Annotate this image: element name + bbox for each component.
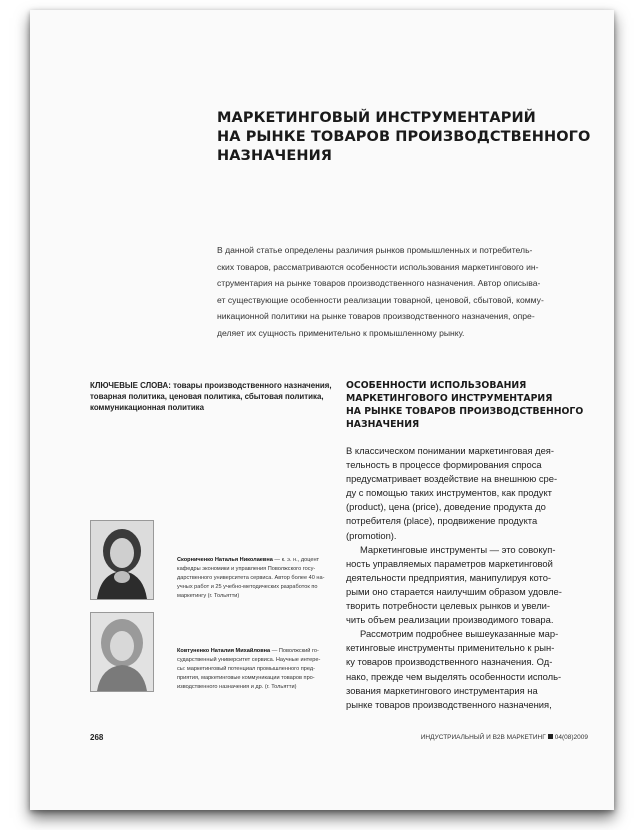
body-line: предусматривает воздействие на внешнюю сре- [346,473,558,485]
journal-footer [421,734,588,741]
body-line: Рассмотрим подробнее вышеуказанные мар- [360,628,559,640]
author-name: Ковтуненко Наталия Михайловна [177,648,271,654]
author-photo [90,612,154,692]
bio-line: — Поволжский го- [271,648,319,654]
author-photo [90,520,154,600]
abstract-line: ских товаров, рассматриваются особенности использования маркетингового ин- [217,261,539,272]
body-line: ность управляемых параметров маркетинговой [346,557,553,569]
keywords-line: товарная политика, ценовая политика, сбытовая политика, [90,392,324,401]
section-heading-line: ОСОБЕННОСТИ ИСПОЛЬЗОВАНИЯ [346,380,527,391]
square-separator-icon [548,734,553,739]
body-line: В классическом понимании маркетинговая дея- [346,445,555,456]
article-title-text [217,109,597,166]
page-number: 268 [90,733,104,742]
bio-line: сударственный университет сервиса. Научные интере- [177,657,321,663]
body-line: потребителя (place), продвижение продукта [346,515,538,527]
bio-line: дарственного университета сервиса. Автор более 40 на- [177,575,325,581]
title-line: НАЗНАЧЕНИЯ [217,148,333,164]
abstract-line: никационной политики на рынке товаров производственного назначения, опре- [217,311,535,322]
author-portrait-icon [91,613,153,691]
body-line: рыми оно старается наилучшим образом удовле- [346,585,562,597]
section-heading [346,379,606,431]
bio-line: кафедры экономики и управления Поволжского госу- [177,566,316,572]
journal-name: ИНДУСТРИАЛЬНЫЙ И B2B МАРКЕТИНГ [420,734,546,741]
author-bio [177,556,357,601]
body-line: (promotion). [346,529,397,541]
bio-line: сы: маркетинговый потенциал промышленного пред- [177,666,315,672]
body-line: деятельности предприятия, манипулируя кото- [346,571,552,583]
title-line: НА РЫНКЕ ТОВАРОВ ПРОИЗВОДСТВЕННОГО [217,129,591,145]
bio-line: — к. э. н., доцент [274,557,320,563]
body-line: творить потребности целевых рынков и увели- [346,600,551,612]
body-line: нако, прежде чем выделять особенности исполь- [346,670,562,682]
body-line: ку товаров производственного назначения. Од- [346,656,553,668]
journal-issue: 04(08)2009 [554,734,588,741]
body-line: рынке товаров производственного назначения, [346,698,552,710]
abstract-line: ет существующие особенности реализации товарной, ценовой, сбытовой, комму- [217,294,544,305]
body-line: (product), цена (price), доведение продукта до [346,501,546,513]
body-line: тельность в процессе формирования спроса [346,459,542,471]
body-line: зования маркетингового инструментария на [346,684,538,696]
section-heading-line: МАРКЕТИНГОВОГО ИНСТРУМЕНТАРИЯ [346,393,553,404]
abstract-line: В данной статье определены различия рынков промышленных и потребитель- [217,245,533,255]
body-line: ду с помощью таких инструментов, как продукт [346,487,552,499]
bio-line: маркетингу (г. Тольятти) [177,593,240,599]
section-heading-line: НА РЫНКЕ ТОВАРОВ ПРОИЗВОДСТВЕННОГО [346,406,584,417]
author-name: Скорниченко Наталья Николаевна [177,557,273,563]
title-line: МАРКЕТИНГОВЫЙ ИНСТРУМЕНТАРИЙ [217,110,536,126]
body-text [346,444,611,712]
keywords [90,380,350,413]
bio-line: учных работ и 25 учебно-методических разработок по [177,584,318,590]
abstract [217,242,597,342]
body-line: чить объем реализации производимого товара. [346,614,554,626]
abstract-line: деляет их сущность применительно к промышленному рынку. [217,327,465,338]
keywords-line: КЛЮЧЕВЫЕ СЛОВА: товары производственного назначения, [90,381,332,390]
abstract-line: струментария на рынке товаров производственного назначения. Автор описыва- [217,278,541,289]
body-line: Маркетинговые инструменты — это совокуп- [360,543,556,555]
bio-line: приятия, маркетинговые коммуникации товаров про- [177,675,315,681]
author-portrait-icon [91,521,153,599]
body-line: кетинговые инструменты применительно к рын- [346,642,555,654]
section-heading-line: НАЗНАЧЕНИЯ [346,419,420,430]
keywords-line: коммуникационная политика [90,403,205,412]
bio-line: изводственного назначения и др. (г. Тольятти) [177,684,297,690]
author-bio [177,647,357,692]
